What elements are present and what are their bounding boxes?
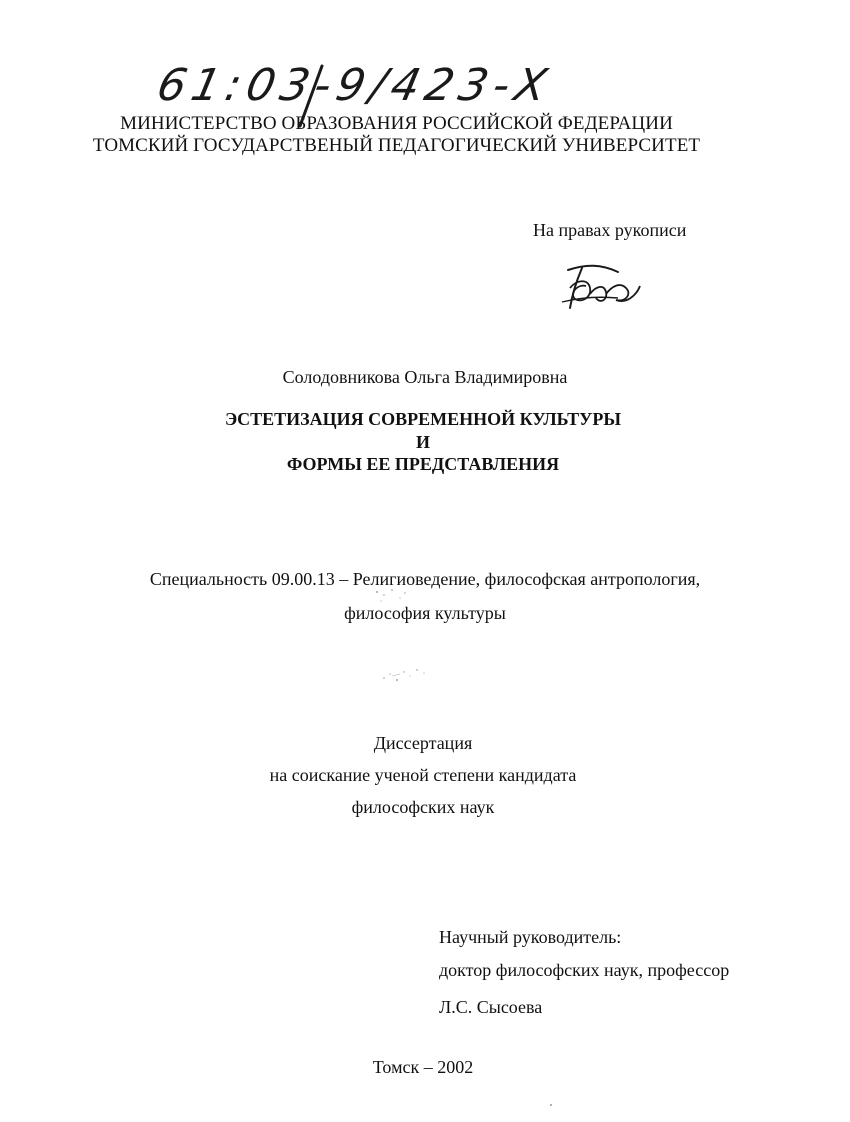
dissertation-title-line-3: ФОРМЫ ЕЕ ПРЕДСТАВЛЕНИЯ	[286, 454, 560, 474]
advisor-label: Научный руководитель:	[439, 927, 622, 947]
specialty-line-1: Специальность 09.00.13 – Религиоведение, философская антропология,	[149, 569, 701, 589]
dissertation-label: Диссертация	[373, 733, 473, 753]
advisor-degree: доктор философских наук, профессор	[439, 960, 730, 980]
dissertation-title-line-1: ЭСТЕТИЗАЦИЯ СОВРЕМЕННОЙ КУЛЬТУРЫ	[224, 409, 622, 429]
author-name: Солодовникова Ольга Владимировна	[282, 367, 568, 387]
advisor-name: Л.С. Сысоева	[439, 997, 543, 1017]
scan-noise-mark	[380, 664, 432, 688]
specialty-line-2: философия культуры	[344, 603, 506, 623]
degree-purpose-line: на соискание ученой степени кандидата	[269, 765, 577, 785]
dissertation-title-line-2: И	[415, 432, 430, 452]
ministry-heading: МИНИСТЕРСТВО ОБРАЗОВАНИЯ РОССИЙСКОЙ ФЕДЕРАЦИИ	[120, 113, 673, 134]
university-heading: ТОМСКИЙ ГОСУДАРСТВЕНЫЙ ПЕДАГОГИЧЕСКИЙ УНИВЕРСИТЕТ	[92, 135, 701, 156]
manuscript-rights-note: На правах рукописи	[533, 220, 687, 240]
degree-field-line: философских наук	[351, 797, 495, 817]
city-year: Томск – 2002	[372, 1057, 474, 1077]
scan-noise-mark	[546, 1100, 556, 1110]
handwritten-code-text: 61:03-9/423-Х	[152, 60, 557, 111]
signature-icon	[556, 258, 646, 314]
